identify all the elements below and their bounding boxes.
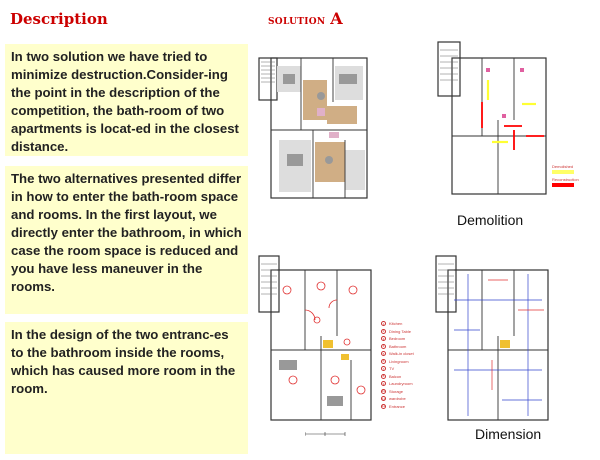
room-legend-number: 2 — [382, 329, 385, 334]
room-legend-label: Livingroom — [389, 358, 409, 364]
room-legend-label: Balcon — [389, 373, 402, 379]
description-paragraph-3: In the design of the two entranc-es to the bathroom inside the rooms, which has caused more room in the room. — [5, 322, 248, 454]
room-legend-label: Dining Table — [389, 328, 411, 334]
room-legend-label: Laundryroom — [389, 381, 413, 387]
room-legend-number: 7 — [382, 366, 385, 371]
demolition-floor-plan — [432, 40, 552, 200]
room-legend-item — [381, 380, 427, 388]
description-paragraph-2: The two alternatives presented differ in how to enter the bath-room space and rooms. In the first layout, we directly enter the bathroom, in which case the room space is reduced and you have less maneuver in the rooms. — [5, 166, 248, 314]
legend-reconstruction-label: Reconstruction — [552, 177, 579, 182]
room-legend-item — [381, 335, 427, 343]
room-legend-number: 4 — [382, 344, 385, 349]
room-legend-item — [381, 328, 427, 336]
room-legend — [381, 320, 427, 410]
demolition-caption: Demolition — [457, 212, 524, 228]
legend-reconstruction-swatch — [552, 183, 574, 187]
room-legend-number: 1 — [382, 321, 385, 326]
solution-prefix: solution — [268, 13, 326, 28]
legend-demolished-swatch — [552, 170, 574, 174]
solution-title — [268, 9, 343, 28]
room-layout-floor-plan — [257, 250, 385, 425]
room-legend-item — [381, 343, 427, 351]
legend-demolished-label: Demolished — [552, 164, 574, 169]
room-legend-number: 10 — [381, 389, 386, 394]
room-legend-item — [381, 403, 427, 411]
room-legend-label: Bedroom — [389, 336, 406, 342]
room-legend-label: Kitchen — [389, 321, 403, 327]
demolition-legend — [552, 164, 598, 190]
room-legend-number: 9 — [382, 381, 385, 386]
room-legend-item — [381, 395, 427, 403]
legend-demolished — [552, 164, 598, 174]
room-legend-label: TV — [389, 366, 395, 372]
room-legend-number: 6 — [382, 359, 385, 364]
scale-bar — [305, 430, 355, 438]
description-heading: Description — [10, 10, 108, 28]
dimension-floor-plan — [432, 250, 554, 425]
room-legend-item — [381, 350, 427, 358]
room-legend-number: 12 — [381, 404, 386, 409]
dimension-caption: Dimension — [475, 426, 542, 442]
room-legend-label: Walk-in closet — [389, 351, 414, 357]
room-legend-item — [381, 388, 427, 396]
room-legend-item — [381, 320, 427, 328]
room-legend-number: 3 — [382, 336, 385, 341]
room-legend-number: 11 — [381, 396, 386, 401]
solution-letter: A — [330, 9, 343, 28]
description-paragraph-1: In two solution we have tried to minimize destruction.Consider-ing the point in the description of the competition, the bath-room of two apartments is locat-ed in the closest distance. — [5, 44, 248, 156]
room-legend-label: Bathroom — [389, 343, 407, 349]
room-legend-label: wardrobe — [389, 396, 406, 402]
room-legend-number: 5 — [382, 351, 385, 356]
room-legend-label: Storage — [389, 388, 404, 394]
furnished-floor-plan — [257, 40, 377, 200]
room-legend-label: Entrance — [389, 403, 406, 409]
room-legend-item — [381, 373, 427, 381]
room-legend-item — [381, 365, 427, 373]
room-legend-item — [381, 358, 427, 366]
legend-reconstruction — [552, 177, 598, 187]
room-legend-number: 8 — [382, 374, 385, 379]
